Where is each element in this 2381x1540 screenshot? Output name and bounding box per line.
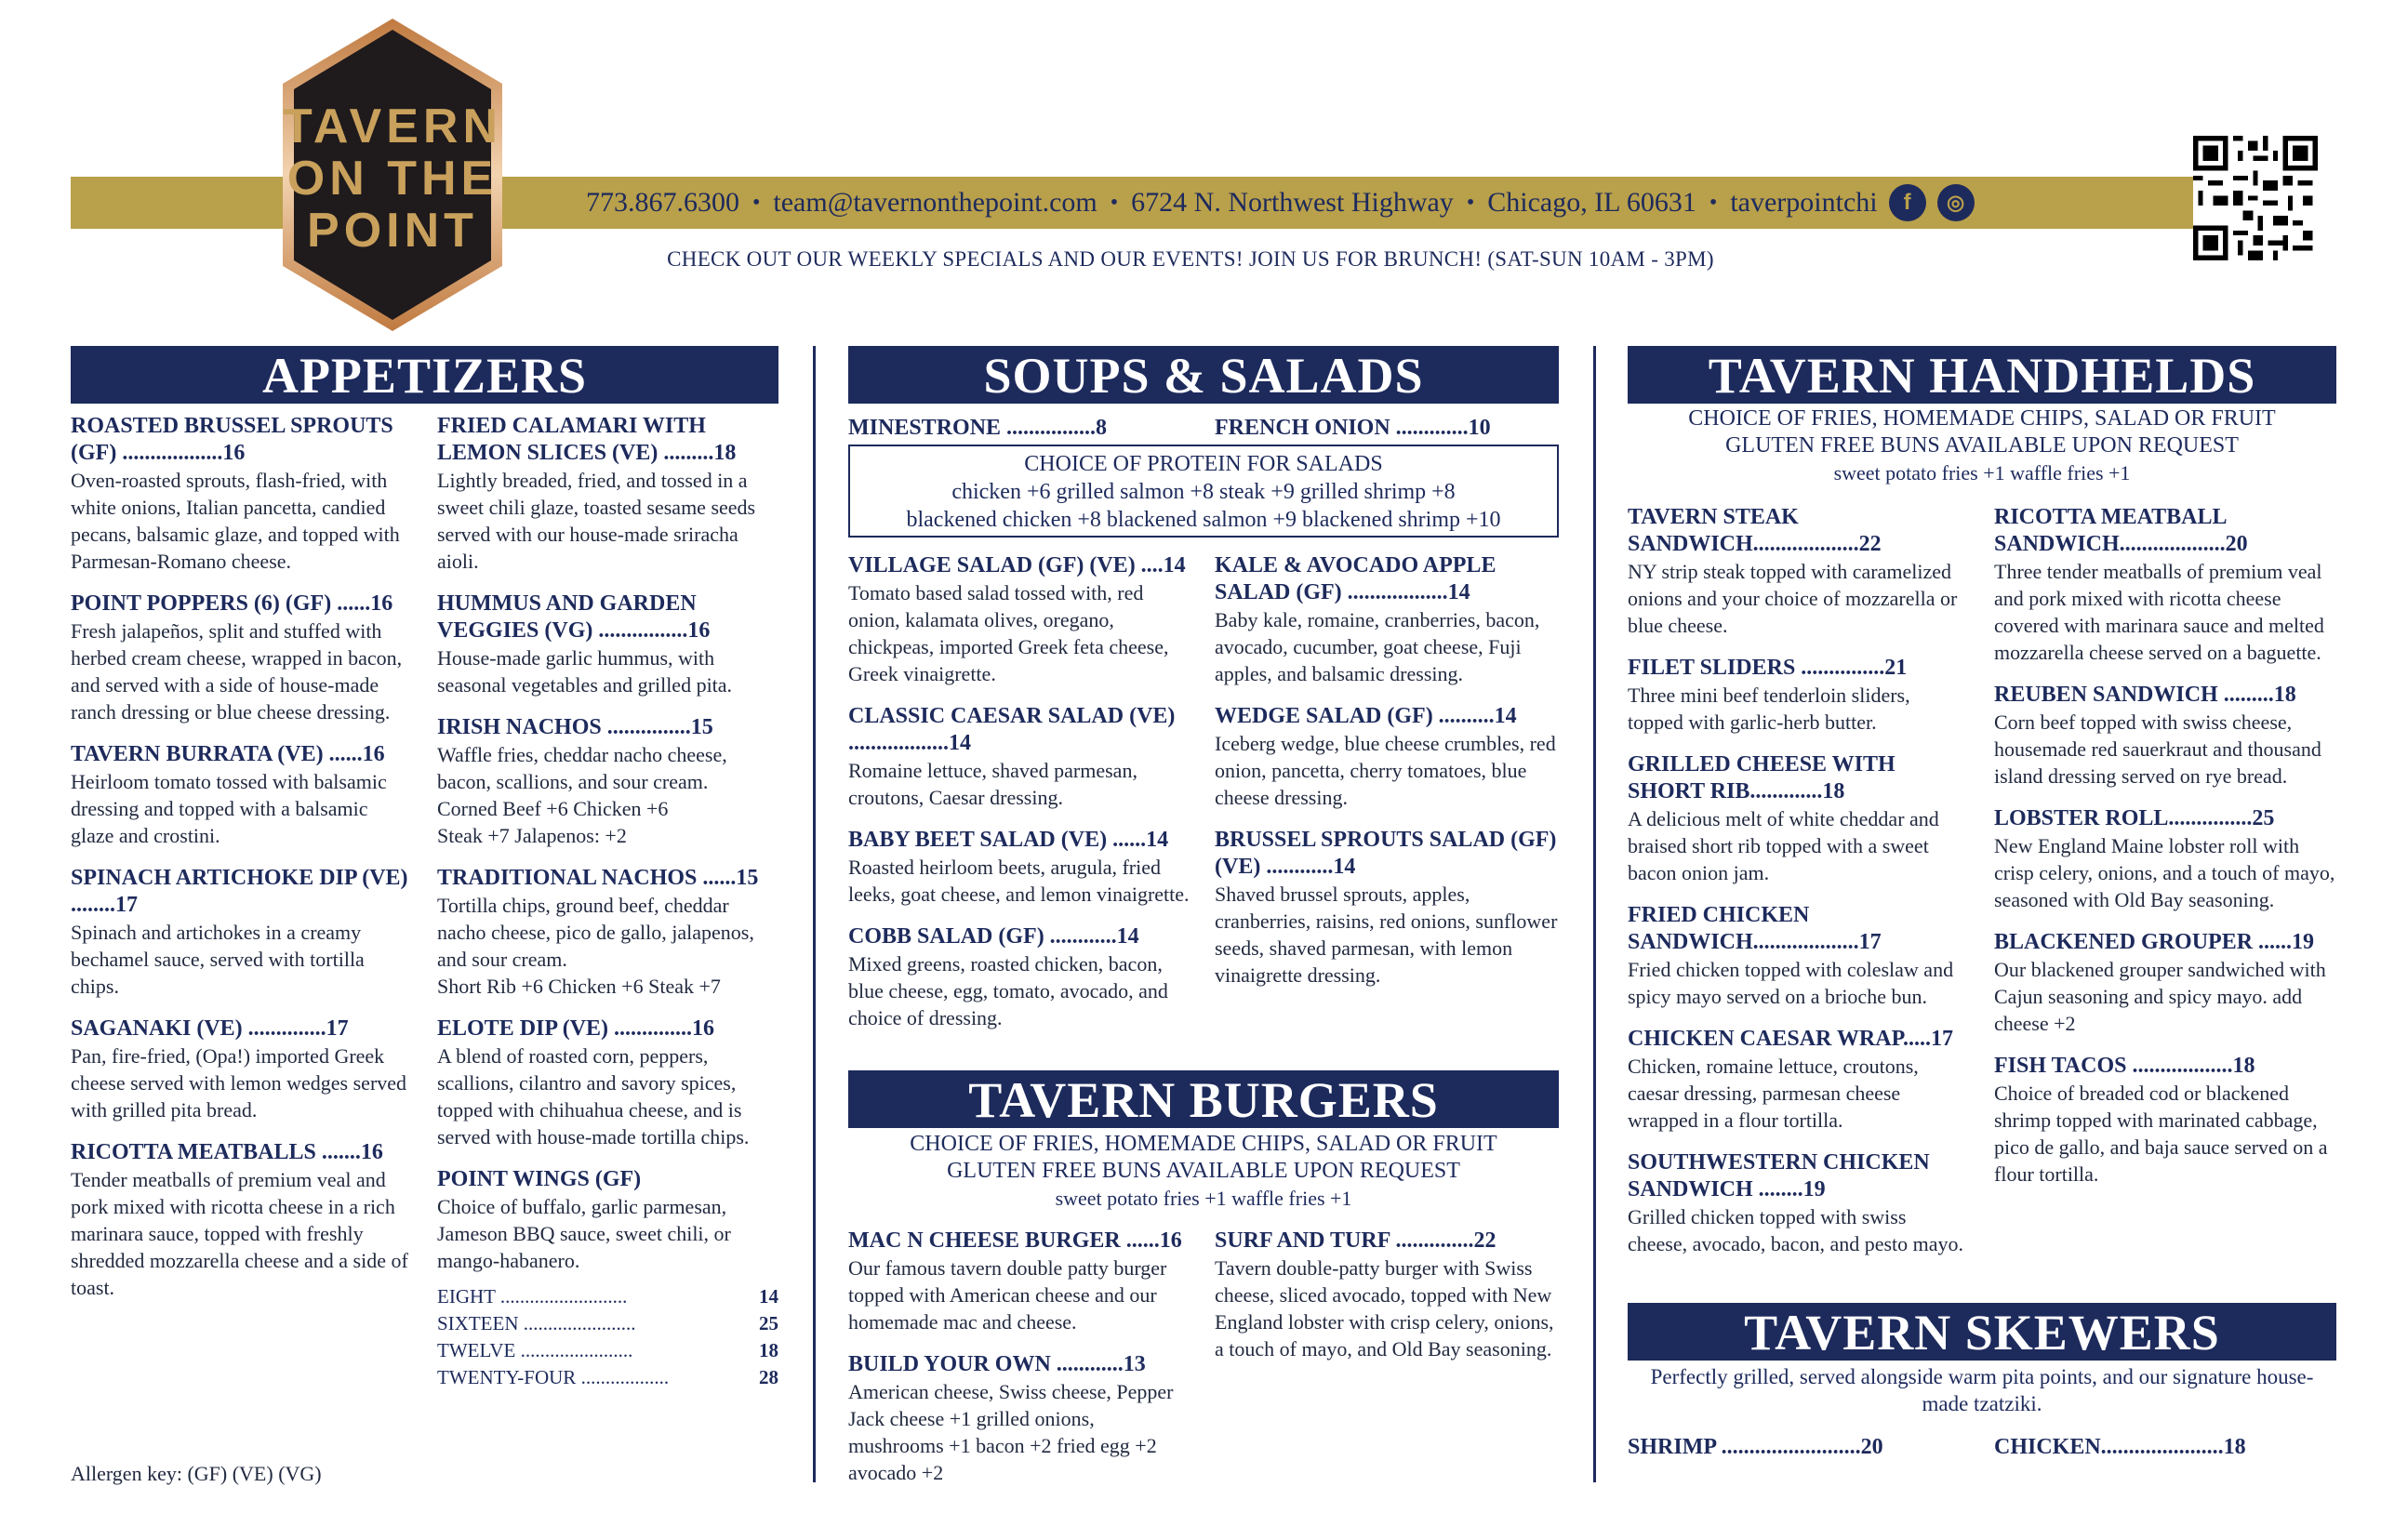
column-divider xyxy=(813,346,816,1482)
item-desc: Romaine lettuce, shaved parmesan, croutons, Caesar dressing. xyxy=(848,759,1137,809)
protein-options-line: blackened chicken +8 blackened salmon +9 blackened shrimp +10 xyxy=(906,508,1501,532)
item-title: KALE & AVOCADO APPLE SALAD (GF) ..................14 xyxy=(1215,553,1496,604)
item-desc: New England Maine lobster roll with crisp celery, onions, and a touch of mayo, seasoned with Old Bay seasoning. xyxy=(1994,834,2335,911)
menu-item xyxy=(1994,929,2336,1037)
item-title: GRILLED CHEESE WITH SHORT RIB.............18 xyxy=(1628,752,1895,803)
menu-item xyxy=(71,591,411,725)
item-title: BLACKENED GROUPER ......19 xyxy=(1994,930,2315,954)
protein-options-box xyxy=(848,445,1559,538)
item-desc: Mixed greens, roasted chicken, bacon, blue cheese, egg, tomato, avocado, and choice of dressing. xyxy=(848,952,1168,1029)
item-desc: NY strip steak topped with caramelized onions and your choice of mozzarella or blue cheese. xyxy=(1628,560,1958,637)
item-desc: Baby kale, romaine, cranberries, bacon, avocado, cucumber, goat cheese, Fuji apples, and balsamic dressing. xyxy=(1215,608,1540,685)
menu-item xyxy=(848,827,1192,908)
separator: • xyxy=(1466,190,1475,215)
item-title: SAGANAKI (VE) ..............17 xyxy=(71,1016,349,1041)
soup-item: MINESTRONE ................8 xyxy=(848,416,1108,440)
item-desc: House-made garlic hummus, with seasonal vegetables and grilled pita. xyxy=(437,646,733,697)
item-title: HUMMUS AND GARDEN VEGGIES (VG) ................16 xyxy=(437,591,711,643)
wing-size-row xyxy=(437,1310,778,1337)
soups-salads-heading: SOUPS & SALADS xyxy=(848,346,1559,404)
sides-note: CHOICE OF FRIES, HOMEMADE CHIPS, SALAD OR FRUIT xyxy=(1688,406,2276,431)
item-desc: A blend of roasted corn, peppers, scallions, cilantro and savory spices, topped with chihuahua cheese, and is served with house-made tortilla chips. xyxy=(437,1044,750,1148)
wing-size-label: SIXTEEN ....................... xyxy=(437,1312,636,1334)
item-title: ROASTED BRUSSEL SPROUTS (GF) ..................16 xyxy=(71,414,393,465)
burgers-col-2 xyxy=(1215,1228,1559,1378)
menu-item xyxy=(1215,827,1559,989)
gluten-free-note: GLUTEN FREE BUNS AVAILABLE UPON REQUEST xyxy=(947,1159,1460,1183)
item-title: FILET SLIDERS ...............21 xyxy=(1628,656,1908,680)
skewer-item: CHICKEN......................18 xyxy=(1994,1435,2246,1459)
menu-item xyxy=(437,714,778,849)
salads-col-2 xyxy=(1215,552,1559,1004)
item-title: FRIED CALAMARI WITH LEMON SLICES (VE) .........18 xyxy=(437,414,737,465)
menu-item xyxy=(437,591,778,698)
logo-text: TAVERN ON THE POINT xyxy=(282,100,503,258)
item-desc: Three mini beef tenderloin sliders, topped with garlic-herb butter. xyxy=(1628,684,1910,734)
menu-item xyxy=(1215,1228,1559,1362)
handhelds-col-1 xyxy=(1628,504,1970,1273)
item-title: BUILD YOUR OWN ............13 xyxy=(848,1352,1146,1376)
item-desc: Heirloom tomato tossed with balsamic dressing and topped with a balsamic glaze and crostini. xyxy=(71,770,387,847)
item-title: TAVERN STEAK SANDWICH...................22 xyxy=(1628,505,1882,556)
item-title: CHICKEN CAESAR WRAP.....17 xyxy=(1628,1027,1954,1051)
menu-item xyxy=(848,1351,1192,1486)
item-desc: Waffle fries, cheddar nacho cheese, bacon, scallions, and sour cream. xyxy=(437,743,727,793)
wing-size-price: 14 xyxy=(759,1285,778,1308)
item-desc: Chicken, romaine lettuce, croutons, caesar dressing, parmesan cheese wrapped in a flour tortilla. xyxy=(1628,1055,1919,1132)
item-desc: Spinach and artichokes in a creamy bechamel sauce, served with tortilla chips. xyxy=(71,921,365,998)
item-title: FISH TACOS ..................18 xyxy=(1994,1054,2255,1078)
menu-item xyxy=(848,552,1192,687)
item-desc: Grilled chicken topped with swiss cheese, avocado, bacon, and pesto mayo. xyxy=(1628,1205,1964,1255)
menu-item xyxy=(1628,751,1970,886)
item-title: CLASSIC CAESAR SALAD (VE) ..................14 xyxy=(848,704,1176,755)
phone-number[interactable]: 773.867.6300 xyxy=(586,187,739,218)
wing-size-label: EIGHT .......................... xyxy=(437,1285,628,1308)
handhelds-note xyxy=(1628,405,2336,486)
handhelds-col-2 xyxy=(1994,504,2336,1203)
protein-heading: CHOICE OF PROTEIN FOR SALADS xyxy=(1024,452,1383,476)
item-desc: Corn beef topped with swiss cheese, housemade red sauerkraut and thousand island dressing served on rye bread. xyxy=(1994,710,2321,788)
skewer-item: SHRIMP .........................20 xyxy=(1628,1435,1883,1459)
appetizers-col-2 xyxy=(437,413,778,1391)
item-desc: Choice of breaded cod or blackened shrimp topped with marinated cabbage, pico de gallo, and baja sauce served on a flour tortilla. xyxy=(1994,1082,2328,1186)
menu-item xyxy=(437,865,778,1000)
soup-item: FRENCH ONION .............10 xyxy=(1215,416,1491,440)
instagram-icon[interactable]: ◎ xyxy=(1937,184,1975,221)
item-title: BABY BEET SALAD (VE) ......14 xyxy=(848,828,1169,852)
protein-options-line: chicken +6 grilled salmon +8 steak +9 grilled shrimp +8 xyxy=(951,480,1456,504)
item-title: COBB SALAD (GF) ............14 xyxy=(848,924,1139,949)
fries-upgrade-note: sweet potato fries +1 waffle fries +1 xyxy=(1055,1187,1352,1210)
item-desc: Iceberg wedge, blue cheese crumbles, red onion, pancetta, cherry tomatoes, blue cheese dressing. xyxy=(1215,732,1556,809)
social-handle: taverpointchi xyxy=(1730,187,1878,218)
burgers-note xyxy=(848,1131,1559,1212)
city: Chicago, IL 60631 xyxy=(1487,187,1696,218)
menu-item xyxy=(71,413,411,575)
menu-item xyxy=(1628,655,1970,736)
item-desc: Shaved brussel sprouts, apples, cranberries, raisins, red onions, sunflower seeds, shaved parmesan, with lemon vinaigrette dressing. xyxy=(1215,883,1558,987)
burgers-col-1 xyxy=(848,1228,1192,1502)
menu-item xyxy=(71,741,411,849)
gluten-free-note: GLUTEN FREE BUNS AVAILABLE UPON REQUEST xyxy=(1725,433,2239,458)
separator: • xyxy=(1709,190,1718,215)
menu-item xyxy=(71,1139,411,1301)
menu-item xyxy=(437,1016,778,1150)
wing-size-label: TWELVE ....................... xyxy=(437,1339,633,1361)
contact-line xyxy=(586,177,1975,229)
wing-size-label: TWENTY-FOUR .................. xyxy=(437,1366,670,1388)
item-extra: Steak +7 Jalapenos: +2 xyxy=(437,824,627,847)
separator: • xyxy=(1110,190,1119,215)
item-title: SURF AND TURF ..............22 xyxy=(1215,1228,1496,1253)
item-title: IRISH NACHOS ...............15 xyxy=(437,715,713,739)
wing-size-price: 25 xyxy=(759,1312,778,1334)
email-link[interactable]: team@tavernonthepoint.com xyxy=(773,187,1097,218)
item-desc: Our blackened grouper sandwiched with Cajun seasoning and spicy mayo. add cheese +2 xyxy=(1994,958,2326,1035)
item-extra: Corned Beef +6 Chicken +6 xyxy=(437,797,669,820)
item-title: VILLAGE SALAD (GF) (VE) ....14 xyxy=(848,553,1186,578)
menu-item xyxy=(848,923,1192,1031)
burgers-heading: TAVERN BURGERS xyxy=(848,1070,1559,1128)
column-divider xyxy=(1593,346,1596,1482)
item-title: SOUTHWESTERN CHICKEN SANDWICH ........19 xyxy=(1628,1150,1930,1201)
item-title: WEDGE SALAD (GF) ..........14 xyxy=(1215,704,1517,728)
skewers-note: Perfectly grilled, served alongside warm pita points, and our signature house-made tzatziki. xyxy=(1650,1365,2314,1415)
menu-item xyxy=(1994,504,2336,666)
menu-item xyxy=(1628,1026,1970,1134)
item-desc: Oven-roasted sprouts, flash-fried, with white onions, Italian pancetta, candied pecans, balsamic glaze, and topped with Parmesan-Romano cheese. xyxy=(71,469,400,573)
menu-item xyxy=(71,865,411,1000)
item-desc: Tomato based salad tossed with, red onion, kalamata olives, oregano, chickpeas, imported Greek feta cheese, Greek vinaigrette. xyxy=(848,581,1169,685)
menu-item xyxy=(1628,902,1970,1010)
item-title: RICOTTA MEATBALL SANDWICH...................20 xyxy=(1994,505,2248,556)
item-extra: Short Rib +6 Chicken +6 Steak +7 xyxy=(437,975,721,998)
menu-item xyxy=(1628,504,1970,639)
menu-item xyxy=(437,1166,778,1274)
menu-item xyxy=(71,1016,411,1123)
menu-item xyxy=(1994,1053,2336,1188)
item-title: RICOTTA MEATBALLS .......16 xyxy=(71,1140,383,1164)
appetizers-col-1 xyxy=(71,413,411,1317)
menu-item xyxy=(1628,1149,1970,1257)
item-title: TAVERN BURRATA (VE) ......16 xyxy=(71,742,385,766)
wing-size-row xyxy=(437,1364,778,1391)
wing-size-row xyxy=(437,1337,778,1364)
wing-size-price: 28 xyxy=(759,1366,778,1388)
menu-item xyxy=(1215,552,1559,687)
item-desc: Choice of buffalo, garlic parmesan, Jameson BBQ sauce, sweet chili, or mango-habanero. xyxy=(437,1195,731,1272)
item-desc: Tender meatballs of premium veal and pork mixed with ricotta cheese in a rich marinara sauce, topped with freshly shredded mozzarella cheese and a side of toast. xyxy=(71,1168,408,1299)
item-title: REUBEN SANDWICH .........18 xyxy=(1994,683,2296,707)
menu-item xyxy=(437,413,778,575)
menu-item xyxy=(1215,703,1559,811)
specials-note: CHECK OUT OUR WEEKLY SPECIALS AND OUR EVENTS! JOIN US FOR BRUNCH! (SAT-SUN 10AM - 3PM) xyxy=(667,247,1714,271)
separator: • xyxy=(752,190,761,215)
menu-item xyxy=(1994,805,2336,913)
item-title: POINT WINGS (GF) xyxy=(437,1167,642,1191)
item-title: BRUSSEL SPROUTS SALAD (GF) (VE) ............14 xyxy=(1215,828,1557,879)
item-desc: Fried chicken topped with coleslaw and spicy mayo served on a brioche bun. xyxy=(1628,958,1954,1008)
item-desc: Roasted heirloom beets, arugula, fried leeks, goat cheese, and lemon vinaigrette. xyxy=(848,856,1190,906)
menu-item xyxy=(1994,682,2336,790)
item-desc: Our famous tavern double patty burger topped with American cheese and our homemade mac and cheese. xyxy=(848,1256,1167,1334)
handhelds-heading: TAVERN HANDHELDS xyxy=(1628,346,2336,404)
menu-item xyxy=(848,1228,1192,1335)
wing-size-price: 18 xyxy=(759,1339,778,1361)
item-desc: Tortilla chips, ground beef, cheddar nacho cheese, pico de gallo, jalapenos, and sour cream. xyxy=(437,894,754,971)
address: 6724 N. Northwest Highway xyxy=(1131,187,1454,218)
item-title: POINT POPPERS (6) (GF) ......16 xyxy=(71,591,393,616)
item-title: ELOTE DIP (VE) ..............16 xyxy=(437,1016,715,1041)
skewers-heading: TAVERN SKEWERS xyxy=(1628,1303,2336,1361)
item-title: MAC N CHEESE BURGER ......16 xyxy=(848,1228,1182,1253)
item-title: LOBSTER ROLL...............25 xyxy=(1994,806,2275,830)
menu-item xyxy=(848,703,1192,811)
fries-upgrade-note: sweet potato fries +1 waffle fries +1 xyxy=(1833,461,2131,485)
item-desc: A delicious melt of white cheddar and braised short rib topped with a sweet bacon onion jam. xyxy=(1628,807,1939,884)
item-title: FRIED CHICKEN SANDWICH...................17 xyxy=(1628,903,1882,954)
item-title: SPINACH ARTICHOKE DIP (VE) ........17 xyxy=(71,866,408,917)
salads-col-1 xyxy=(848,552,1192,1047)
item-desc: Fresh jalapeños, split and stuffed with herbed cream cheese, wrapped in bacon, and served with a side of house-made ranch dressing or blue cheese dressing. xyxy=(71,619,403,724)
sides-note: CHOICE OF FRIES, HOMEMADE CHIPS, SALAD OR FRUIT xyxy=(910,1132,1497,1156)
qr-code[interactable] xyxy=(2193,136,2318,260)
item-desc: Lightly breaded, fried, and tossed in a sweet chili glaze, toasted sesame seeds served with our house-made sriracha aioli. xyxy=(437,469,756,573)
allergen-key: Allergen key: (GF) (VE) (VG) xyxy=(71,1462,322,1485)
item-desc: American cheese, Swiss cheese, Pepper Jack cheese +1 grilled onions, mushrooms +1 bacon +2 fried egg +2 avocado +2 xyxy=(848,1380,1174,1484)
item-desc: Pan, fire-fried, (Opa!) imported Greek cheese served with lemon wedges served with grilled pita bread. xyxy=(71,1044,407,1122)
wing-sizes xyxy=(437,1283,778,1391)
facebook-icon[interactable]: f xyxy=(1889,184,1926,221)
item-desc: Tavern double-patty burger with Swiss cheese, sliced avocado, topped with New England lobster with crisp celery, onions, a touch of mayo, and Old Bay seasoning. xyxy=(1215,1256,1554,1361)
item-desc: Three tender meatballs of premium veal and pork mixed with ricotta cheese covered with marinara sauce and melted mozzarella cheese served on a baguette. xyxy=(1994,560,2324,664)
item-title: TRADITIONAL NACHOS ......15 xyxy=(437,866,759,890)
wing-size-row xyxy=(437,1283,778,1310)
appetizers-heading: APPETIZERS xyxy=(71,346,778,404)
